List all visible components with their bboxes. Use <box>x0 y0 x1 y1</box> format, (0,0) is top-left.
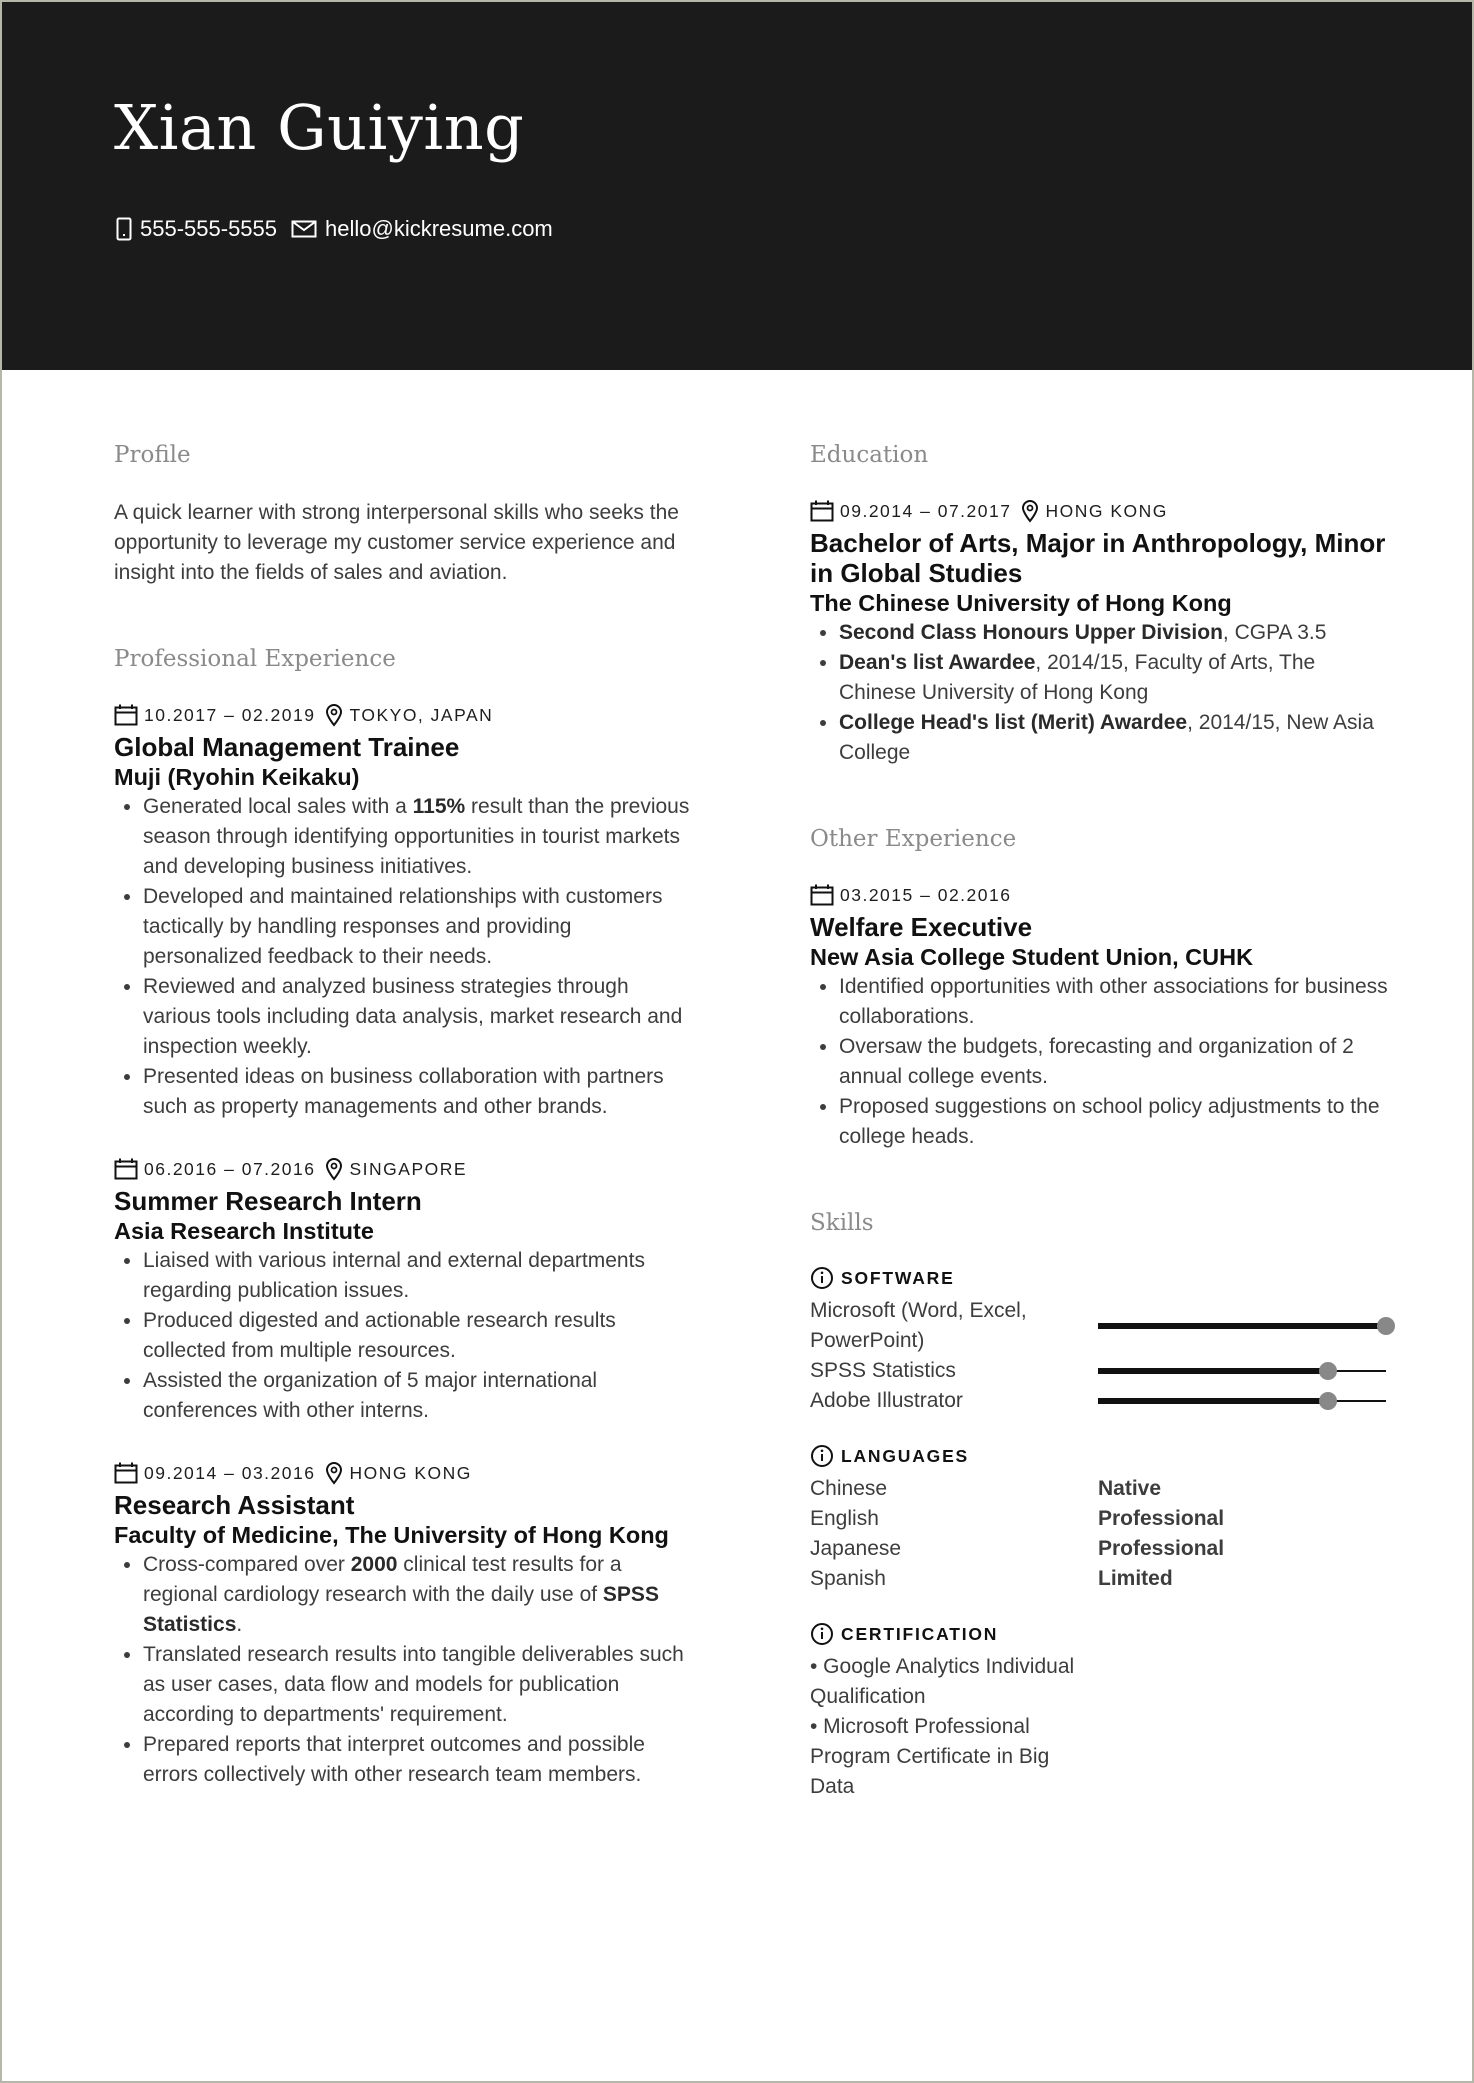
other-experience-org: New Asia College Student Union, CUHK <box>810 944 1254 970</box>
job-location-text: HONG KONG <box>349 1462 472 1483</box>
education-location <box>1021 499 1167 523</box>
job-meta <box>114 702 694 728</box>
job-meta <box>114 1460 694 1486</box>
certification-item: • Microsoft Professional Program Certificate in Big Data <box>810 1715 1050 1798</box>
experience-section <box>114 646 694 1790</box>
info-icon <box>810 1622 834 1646</box>
education-dates: 09.2014 – 07.2017 <box>840 500 1012 521</box>
job-bullet <box>143 1246 694 1306</box>
job-entry <box>114 1460 694 1790</box>
education-highlight <box>839 618 1390 648</box>
bullet-text: clinical test results for a regional cardiology research with the daily use of <box>143 1553 622 1606</box>
education-location-text: HONG KONG <box>1045 500 1168 521</box>
other-experience-bullets <box>810 972 1390 1152</box>
language-row <box>810 1504 1390 1534</box>
calendar-icon <box>114 1158 138 1180</box>
languages-label-text: LANGUAGES <box>841 1445 970 1466</box>
phone-number[interactable]: 555-555-5555 <box>140 216 278 241</box>
other-experience-bullet: • Oversaw the budgets, forecasting and organization of 2 annual college events. <box>839 1032 1390 1092</box>
highlight-detail: , 2014/15, Faculty of Arts, The Chinese University of Hong Kong <box>839 651 1316 704</box>
info-icon <box>810 1444 834 1468</box>
education-highlights <box>810 618 1390 768</box>
job-location <box>325 703 493 727</box>
location-pin-icon <box>325 703 343 727</box>
profile-text: A quick learner with strong interpersonal skills who seeks the opportunity to leverage my customer service experience and insight into the fields of sales and aviation. <box>114 501 679 584</box>
resume-page <box>2 2 1472 2081</box>
languages-label <box>810 1444 1390 1468</box>
software-label-text: SOFTWARE <box>841 1267 955 1288</box>
skill-bar-fill <box>1098 1368 1328 1374</box>
job-bullet <box>143 972 694 1062</box>
profile-heading: Profile <box>114 442 191 468</box>
software-skills <box>810 1266 1390 1416</box>
skill-level-bar <box>1098 1361 1386 1381</box>
contact-info <box>116 216 567 242</box>
language-level: Native <box>1098 1477 1162 1500</box>
calendar-icon <box>810 884 834 906</box>
skill-bar-knob <box>1319 1362 1337 1380</box>
language-level: Limited <box>1098 1567 1173 1590</box>
job-location-text: TOKYO, JAPAN <box>349 704 494 725</box>
language-name: English <box>810 1507 879 1530</box>
experience-heading: Professional Experience <box>114 646 396 672</box>
job-dates: 06.2016 – 07.2016 <box>144 1158 316 1179</box>
highlight-detail: , 2014/15, New Asia College <box>839 711 1374 764</box>
language-row <box>810 1474 1390 1504</box>
job-entry <box>114 702 694 1122</box>
skill-bar-fill <box>1098 1398 1328 1404</box>
highlight-title: College Head's list (Merit) Awardee <box>839 711 1188 734</box>
skill-level-bar <box>1098 1316 1386 1336</box>
job-company: Asia Research Institute <box>114 1218 374 1244</box>
school-name: The Chinese University of Hong Kong <box>810 590 1232 616</box>
job-bullet <box>143 1730 694 1790</box>
job-location-text: SINGAPORE <box>349 1158 468 1179</box>
skills-heading: Skills <box>810 1210 874 1236</box>
bullet-text: Prepared reports that interpret outcomes and possible errors collectively with other research team members. <box>143 1733 645 1786</box>
job-list <box>114 702 694 1790</box>
software-skill-row <box>810 1356 1390 1386</box>
bullet-highlight: 115% <box>412 795 466 818</box>
language-row <box>810 1564 1390 1594</box>
job-location <box>325 1461 471 1485</box>
profile-section <box>114 442 694 588</box>
job-title: Summer Research Intern <box>114 1186 422 1216</box>
bullet-text: Presented ideas on business collaboration with partners such as property managements and other brands. <box>143 1065 664 1118</box>
calendar-icon <box>114 1462 138 1484</box>
language-level: Professional <box>1098 1507 1225 1530</box>
skill-bar-knob <box>1377 1317 1395 1335</box>
email-address[interactable]: hello@kickresume.com <box>325 216 553 241</box>
language-row <box>810 1534 1390 1564</box>
job-bullet <box>143 1550 694 1640</box>
job-title: Global Management Trainee <box>114 732 460 762</box>
other-experience-bullet: • Identified opportunities with other associations for business collaborations. <box>839 972 1390 1032</box>
job-title: Research Assistant <box>114 1490 355 1520</box>
bullet-text: Cross-compared over <box>143 1553 351 1576</box>
job-bullet <box>143 792 694 882</box>
other-experience-bullet: • Proposed suggestions on school policy adjustments to the college heads. <box>839 1092 1390 1152</box>
software-label <box>810 1266 1390 1290</box>
degree-title: Bachelor of Arts, Major in Anthropology, Minor in Global Studies <box>810 528 1386 588</box>
candidate-name: Xian Guiying <box>114 91 525 164</box>
software-skill-name: Adobe Illustrator <box>810 1389 963 1412</box>
skill-level-bar <box>1098 1391 1386 1411</box>
info-icon <box>810 1266 834 1290</box>
left-column <box>114 442 694 1848</box>
highlight-title: Dean's list Awardee <box>839 651 1036 674</box>
language-level: Professional <box>1098 1537 1225 1560</box>
job-meta <box>114 1156 694 1182</box>
education-meta <box>810 498 1390 524</box>
job-bullet <box>143 1062 694 1122</box>
skill-bar-fill <box>1098 1323 1386 1329</box>
bullet-text: Translated research results into tangible deliverables such as user cases, data flow and models for publication according to departments' requirement. <box>143 1643 684 1726</box>
language-name: Spanish <box>810 1567 886 1590</box>
bullet-text: Liaised with various internal and external departments regarding publication issues. <box>143 1249 645 1302</box>
highlight-detail: , CGPA 3.5 <box>1222 621 1327 644</box>
location-pin-icon <box>1021 499 1039 523</box>
certification-skills <box>810 1622 1390 1802</box>
other-experience-meta <box>810 882 1390 908</box>
certification-label <box>810 1622 1390 1646</box>
calendar-icon <box>810 500 834 522</box>
bullet-highlight: 2000 <box>350 1553 398 1576</box>
location-pin-icon <box>325 1461 343 1485</box>
bullet-text: Generated local sales with a <box>143 795 413 818</box>
certification-item: • Google Analytics Individual Qualification <box>810 1655 1075 1708</box>
bullet-text: Developed and maintained relationships with customers tactically by handling responses and providing personalized feedback to their needs. <box>143 885 663 968</box>
phone-contact <box>116 216 277 242</box>
language-list <box>810 1474 1390 1594</box>
bullet-highlight: SPSS Statistics <box>143 1583 659 1636</box>
other-experience-dates: 03.2015 – 02.2016 <box>840 884 1012 905</box>
certification-label-text: CERTIFICATION <box>841 1623 999 1644</box>
job-dates: 09.2014 – 03.2016 <box>144 1462 316 1483</box>
other-experience-role: Welfare Executive <box>810 912 1033 942</box>
language-name: Japanese <box>810 1537 902 1560</box>
job-bullet <box>143 1366 694 1426</box>
mail-icon <box>291 219 317 239</box>
other-experience-heading: Other Experience <box>810 826 1017 852</box>
software-skill-name: SPSS Statistics <box>810 1359 956 1382</box>
certification-list <box>810 1652 1390 1802</box>
software-skill-row <box>810 1386 1390 1416</box>
job-entry <box>114 1156 694 1426</box>
education-highlight <box>839 708 1390 768</box>
job-company: Faculty of Medicine, The University of Hong Kong <box>114 1522 669 1548</box>
software-skill-name: Microsoft (Word, Excel, PowerPoint) <box>810 1299 1027 1352</box>
job-dates: 10.2017 – 02.2019 <box>144 704 316 725</box>
bullet-text: result than the previous season through identifying opportunities in tourist markets and developing business initiatives. <box>143 795 690 878</box>
right-column <box>810 442 1390 1860</box>
job-company: Muji (Ryohin Keikaku) <box>114 764 360 790</box>
job-bullets <box>114 1246 694 1426</box>
education-highlight <box>839 648 1390 708</box>
job-bullet <box>143 882 694 972</box>
location-pin-icon <box>325 1157 343 1181</box>
job-bullet <box>143 1640 694 1730</box>
job-bullets <box>114 1550 694 1790</box>
education-section <box>810 442 1390 768</box>
calendar-icon <box>114 704 138 726</box>
phone-icon <box>116 217 132 241</box>
skill-bar-knob <box>1319 1392 1337 1410</box>
highlight-title: Second Class Honours Upper Division <box>839 621 1223 644</box>
language-skills <box>810 1444 1390 1594</box>
job-bullet <box>143 1306 694 1366</box>
bullet-text: . <box>236 1613 243 1636</box>
email-contact <box>291 216 553 242</box>
education-heading: Education <box>810 442 929 468</box>
software-list <box>810 1296 1390 1416</box>
other-experience-section <box>810 826 1390 1152</box>
job-bullets <box>114 792 694 1122</box>
skills-section <box>810 1210 1390 1802</box>
software-skill-row <box>810 1296 1390 1356</box>
bullet-text: Reviewed and analyzed business strategies through various tools including data analysis, market research and inspection weekly. <box>143 975 683 1058</box>
bullet-text: Assisted the organization of 5 major international conferences with other interns. <box>143 1369 598 1422</box>
job-location <box>325 1157 467 1181</box>
language-name: Chinese <box>810 1477 888 1500</box>
resume-header <box>2 2 1472 370</box>
bullet-text: Produced digested and actionable research results collected from multiple resources. <box>143 1309 616 1362</box>
